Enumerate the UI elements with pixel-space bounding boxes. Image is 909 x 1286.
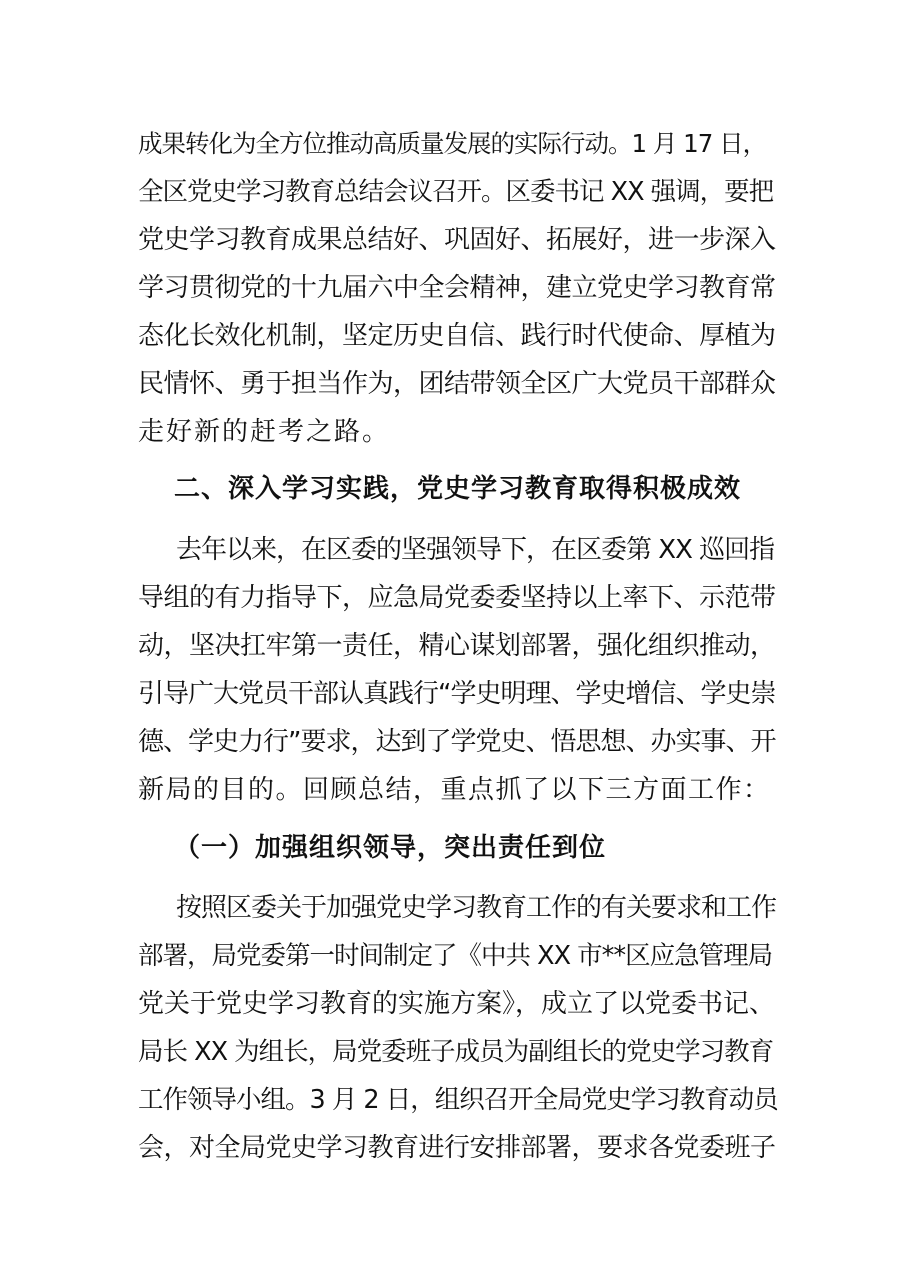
paragraph-2-line-3: 动，坚决扛牢第一责任，精心谋划部署，强化组织推动， [138, 631, 776, 661]
paragraph-1-line-5: 态化长效化机制，坚定历史自信、践行时代使命、厚植为 [138, 321, 776, 351]
paragraph-3-line-4: 局长 XX 为组长，局党委班子成员为副组长的党史学习教育 [138, 1037, 774, 1067]
paragraph-1-line-3: 党史学习教育成果总结好、巩固好、拓展好，进一步深入 [138, 225, 776, 255]
paragraph-2-line-4: 引导广大党员干部认真践行“学史明理、学史增信、学史崇 [138, 679, 776, 709]
paragraph-2-line-2: 导组的有力指导下，应急局党委委坚持以上率下、示范带 [138, 583, 776, 613]
paragraph-3-line-6: 会，对全局党史学习教育进行安排部署，要求各党委班子 [138, 1133, 776, 1163]
paragraph-2-line-1: 去年以来，在区委的坚强领导下，在区委第 XX 巡回指 [176, 535, 775, 565]
paragraph-3-line-2: 部署，局党委第一时间制定了《中共 XX 市**区应急管理局 [138, 941, 773, 971]
paragraph-3-line-5: 工作领导小组。3 月 2 日，组织召开全局党史学习教育动员 [138, 1085, 778, 1115]
paragraph-3-line-3: 党关于党史学习教育的实施方案》，成立了以党委书记、 [138, 989, 776, 1019]
paragraph-1-line-2: 全区党史学习教育总结会议召开。区委书记 XX 强调，要把 [138, 177, 774, 207]
subsection-1-heading: （一）加强组织领导，突出责任到位 [174, 833, 607, 863]
paragraph-1-line-4: 学习贯彻党的十九届六中全会精神，建立党史学习教育常 [138, 273, 776, 303]
paragraph-1-line-1: 成果转化为全方位推动高质量发展的实际行动。1 月 17 日， [138, 129, 767, 158]
paragraph-1-line-7: 走好新的赶考之路。 [138, 417, 391, 447]
paragraph-3-line-1: 按照区委关于加强党史学习教育工作的有关要求和工作 [176, 893, 777, 923]
section-2-heading: 二、深入学习实践，党史学习教育取得积极成效 [174, 474, 742, 504]
paragraph-1-line-6: 民情怀、勇于担当作为，团结带领全区广大党员干部群众 [138, 369, 776, 399]
paragraph-2-line-6: 新局的目的。回顾总结，重点抓了以下三方面工作： [138, 775, 771, 805]
paragraph-2-line-5: 德、学史力行”要求，达到了学党史、悟思想、办实事、开 [138, 727, 776, 757]
